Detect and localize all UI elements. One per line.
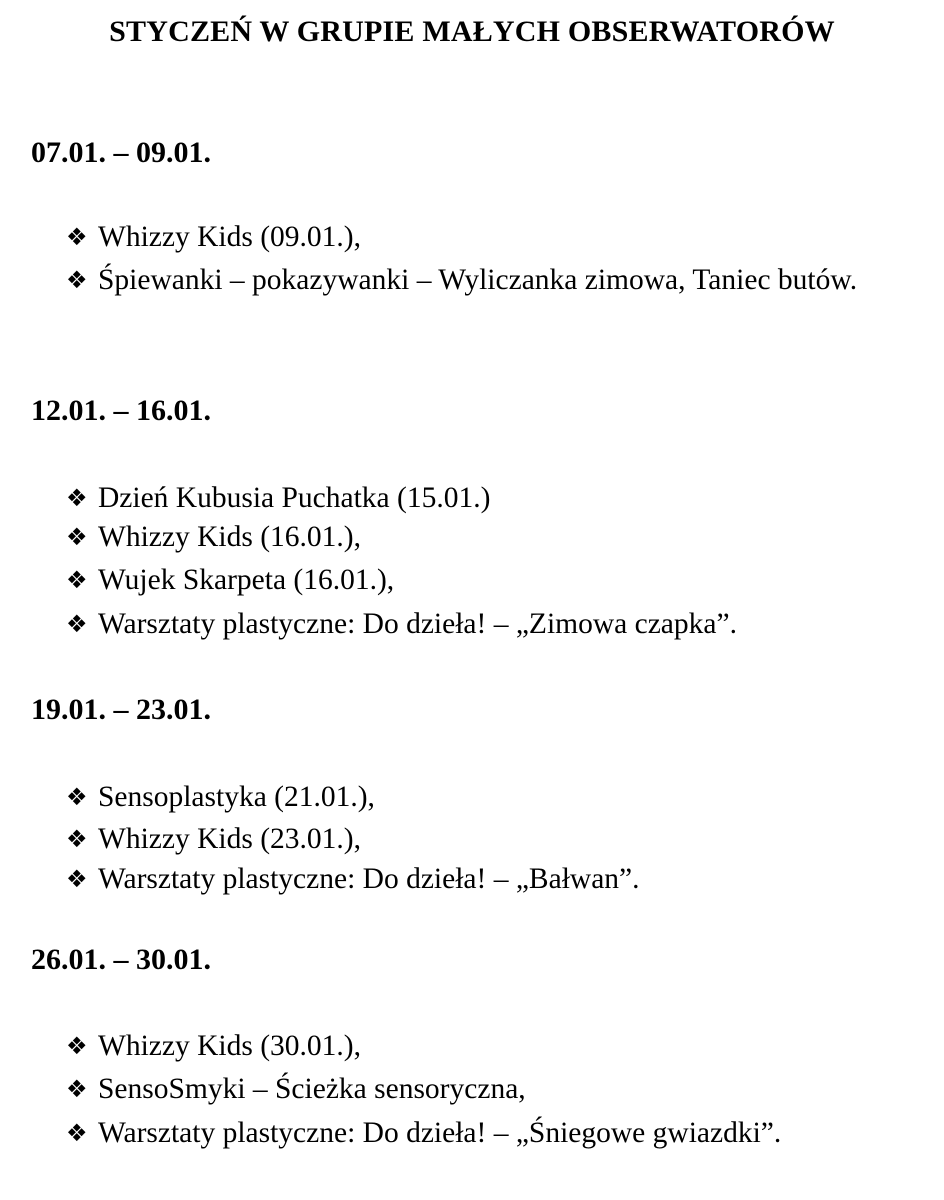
list-item-text: Warsztaty plastyczne: Do dzieła! – „Zimowa czapka”. [98, 608, 737, 640]
diamond-bullet-icon: ❖ [66, 566, 88, 594]
list-item-text: Whizzy Kids (30.01.), [98, 1030, 361, 1062]
list-item [66, 259, 886, 302]
list-item-text: Whizzy Kids (09.01.), [98, 221, 361, 253]
list-item [66, 516, 886, 559]
list-item [66, 1025, 886, 1068]
list-item [66, 858, 886, 901]
diamond-bullet-icon: ❖ [66, 1119, 88, 1147]
diamond-bullet-icon: ❖ [66, 1075, 88, 1103]
diamond-bullet-icon: ❖ [66, 865, 88, 893]
diamond-bullet-icon: ❖ [66, 1032, 88, 1060]
list-item [66, 818, 886, 861]
diamond-bullet-icon: ❖ [66, 266, 88, 294]
list-item-text: Sensoplastyka (21.01.), [98, 781, 375, 813]
list-item-text: Warsztaty plastyczne: Do dzieła! – „Bałwan”. [98, 863, 640, 895]
list-item [66, 1068, 886, 1111]
week-heading: 19.01. – 23.01. [31, 693, 211, 726]
list-item-text: Whizzy Kids (16.01.), [98, 521, 361, 553]
list-item [66, 603, 886, 646]
list-item [66, 477, 886, 520]
list-item-text: Wujek Skarpeta (16.01.), [98, 564, 395, 596]
diamond-bullet-icon: ❖ [66, 484, 88, 512]
list-item-text: Warsztaty plastyczne: Do dzieła! – „Śniegowe gwiazdki”. [98, 1117, 782, 1149]
list-item [66, 216, 886, 259]
list-item [66, 1112, 886, 1155]
list-item-text: Dzień Kubusia Puchatka (15.01.) [98, 482, 491, 514]
list-item [66, 559, 886, 602]
week-heading: 12.01. – 16.01. [31, 394, 211, 427]
page-title: STYCZEŃ W GRUPIE MAŁYCH OBSERWATORÓW [109, 15, 835, 48]
diamond-bullet-icon: ❖ [66, 783, 88, 811]
list-item-text: Whizzy Kids (23.01.), [98, 823, 361, 855]
list-item-text: Śpiewanki – pokazywanki – Wyliczanka zimowa, Taniec butów. [98, 264, 858, 296]
diamond-bullet-icon: ❖ [66, 610, 88, 638]
week-heading: 07.01. – 09.01. [31, 136, 211, 169]
diamond-bullet-icon: ❖ [66, 223, 88, 251]
list-item [66, 776, 886, 819]
list-item-text: SensoSmyki – Ścieżka sensoryczna, [98, 1073, 526, 1105]
week-heading: 26.01. – 30.01. [31, 943, 211, 976]
diamond-bullet-icon: ❖ [66, 523, 88, 551]
diamond-bullet-icon: ❖ [66, 825, 88, 853]
